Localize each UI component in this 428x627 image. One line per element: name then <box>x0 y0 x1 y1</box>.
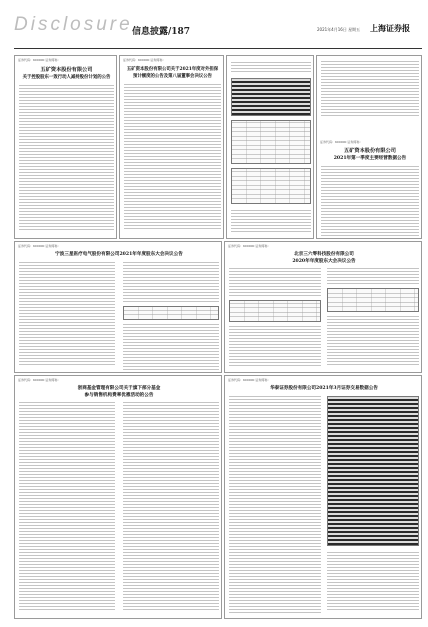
data-table <box>229 300 321 322</box>
article-body <box>229 268 321 298</box>
article-body <box>229 396 321 615</box>
article-body <box>229 326 321 368</box>
data-table <box>231 78 311 116</box>
article-body <box>19 85 114 232</box>
article-title-line-2: 参与销售机构费率优惠活动的公告 <box>84 393 154 398</box>
article-panel-4 <box>14 241 222 373</box>
data-table <box>231 168 311 204</box>
article-panel-6 <box>14 375 222 619</box>
article-header: 证券代码：600000 证券简称： <box>228 244 271 248</box>
article-panel-1 <box>14 55 117 239</box>
article-title-line-1: 华泰证券股份有限公司2021年3月证券交易数据公告 <box>270 386 378 391</box>
masthead-rule <box>14 48 422 49</box>
article-header: 证券代码：600000 证券简称： <box>18 58 61 62</box>
data-table <box>327 396 419 546</box>
article-body <box>231 210 311 234</box>
article-title-line-2: 预计额度的公告及第八届董事会决议公告 <box>132 74 213 79</box>
article-header: 证券代码：600000 证券简称： <box>18 244 61 248</box>
article-title-line-1: 浙商基金管理有限公司关于旗下部分基金 <box>77 386 161 391</box>
article-title-line-1: 五矿资本股份有限公司关于2021年度对外担保 <box>126 67 219 72</box>
article-body <box>124 84 221 231</box>
article-body <box>19 262 115 367</box>
article-title-line-1: 五矿资本股份有限公司 <box>40 67 93 73</box>
article-body <box>321 61 419 118</box>
section-title: 信息披露/187 <box>132 27 191 37</box>
article-body <box>327 316 419 367</box>
article-title-line-1: 宁波三星医疗电气股份有限公司2021年年度股东大会决议公告 <box>55 252 183 257</box>
article-body <box>123 324 219 372</box>
masthead <box>14 6 422 48</box>
article-body <box>231 62 311 74</box>
article-title-line-1: 五矿资本股份有限公司 <box>344 148 396 154</box>
article-body <box>123 402 219 612</box>
article-body <box>19 402 115 612</box>
article-title-line-2: 关于控股股东一致行动人减持股份计划的公告 <box>22 75 111 80</box>
article-header: 证券代码：600000 证券简称： <box>320 140 363 144</box>
article-body <box>321 166 419 238</box>
data-table <box>231 120 311 164</box>
article-body <box>123 262 219 304</box>
data-table <box>123 306 219 320</box>
article-title-line-2: 2020年年度股东大会决议公告 <box>292 259 356 264</box>
article-panel-2-tables <box>226 55 314 239</box>
article-panel-2 <box>119 55 224 239</box>
issue-date: 2021年4月16日 星期五 <box>317 27 361 32</box>
article-title-line-2: 2021年第一季度主要经营数据公告 <box>333 156 407 161</box>
article-panel-3 <box>316 55 422 239</box>
article-body <box>327 552 419 612</box>
article-header: 证券代码：600000 证券简称： <box>123 58 166 62</box>
article-title-line-1: 北京三六零科技股份有限公司 <box>294 252 354 257</box>
data-table <box>327 288 419 312</box>
article-panel-7 <box>224 375 422 619</box>
article-panel-5 <box>224 241 422 373</box>
article-header: 证券代码：600000 证券简称： <box>18 378 61 382</box>
article-header: 证券代码：600000 证券简称： <box>228 378 271 382</box>
newspaper-name: 上海证券报 <box>370 23 410 33</box>
section-word: Disclosure <box>14 14 133 35</box>
article-body <box>327 268 419 286</box>
